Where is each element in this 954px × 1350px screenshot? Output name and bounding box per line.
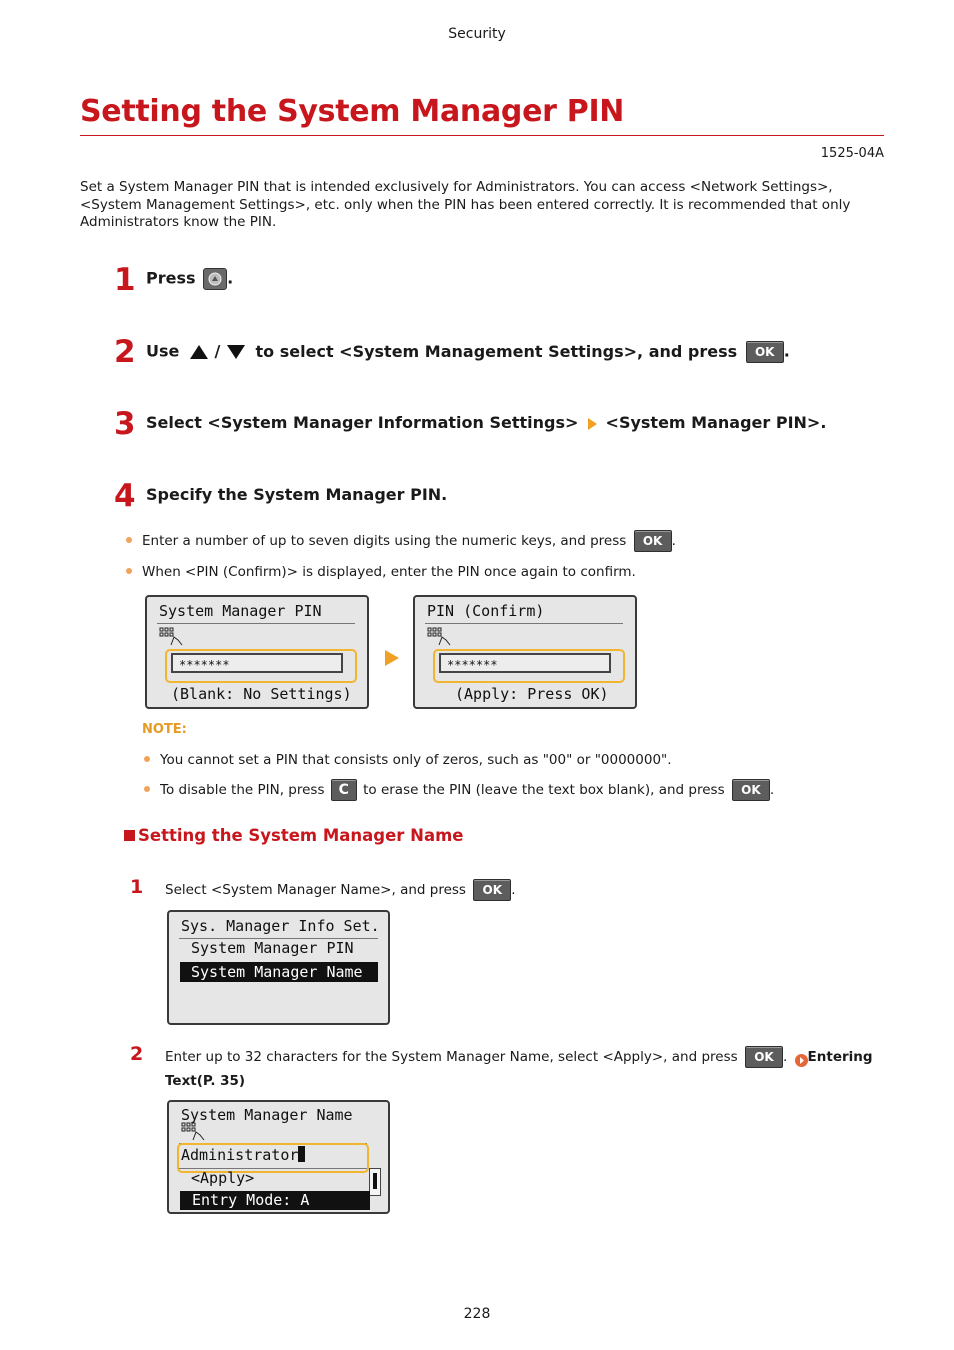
next-screen-arrow-icon — [384, 649, 400, 667]
numeric-keypad-icon — [159, 627, 187, 647]
step-number: 1 — [114, 262, 136, 298]
step-text-end: . — [783, 341, 790, 361]
page-number: 228 — [463, 1306, 491, 1322]
apply-option: <Apply> — [191, 1169, 255, 1187]
substep-number: 2 — [130, 1043, 144, 1065]
lcd-title: Sys. Manager Info Set. — [181, 917, 380, 935]
note-text: to erase the PIN (leave the text box blank), and press — [363, 782, 725, 798]
menu-item-selected: System Manager Name — [180, 962, 378, 982]
step-text: <System Manager PIN>. — [605, 413, 827, 432]
lcd-title: System Manager PIN — [159, 602, 322, 620]
step-text: Select <System Manager Information Settings> — [146, 413, 579, 432]
bullet-text: Enter a number of up to seven digits using the numeric keys, and press — [142, 533, 627, 549]
bullet-dot — [144, 756, 150, 762]
step-text: to select <System Management Settings>, and press — [255, 341, 738, 361]
bullet-dot — [126, 537, 132, 543]
up-arrow-icon — [189, 344, 209, 360]
subsection-title: Setting the System Manager Name — [138, 826, 464, 845]
step-text-end: . — [227, 268, 234, 288]
pin-field: ******* — [171, 653, 343, 673]
arrow-separator: / — [214, 341, 221, 361]
lcd-divider — [157, 623, 355, 624]
substep-number: 1 — [130, 876, 144, 898]
ok-key-icon: OK — [732, 779, 770, 801]
note-item — [144, 750, 672, 770]
bullet-dot — [144, 786, 150, 792]
title-divider — [80, 135, 884, 136]
page-title: Setting the System Manager PIN — [80, 94, 625, 129]
intro-paragraph: Set a System Manager PIN that is intended exclusively for Administrators. You can access <Network Settings>, <System Management Settings>, etc. only when the PIN has been entered correctly. It is recommended that only Administrators know the PIN. — [80, 179, 851, 230]
ok-key-icon: OK — [634, 530, 672, 552]
bullet-text: When <PIN (Confirm)> is displayed, enter the PIN once again to confirm. — [142, 564, 636, 580]
step-text: Use — [146, 341, 180, 361]
link-arrow-icon — [795, 1054, 808, 1067]
home-button-icon — [203, 268, 227, 290]
note-text-end: . — [769, 782, 775, 798]
lcd-title: PIN (Confirm) — [427, 602, 545, 620]
ok-key-icon: OK — [473, 879, 511, 901]
substep-text-end: . — [782, 1049, 788, 1065]
note-item — [144, 779, 774, 801]
menu-item: System Manager PIN — [191, 939, 354, 957]
step-3 — [146, 413, 826, 433]
step-2 — [146, 341, 790, 363]
menu-path-arrow-icon — [586, 417, 598, 431]
name-value: Administrator — [181, 1146, 299, 1164]
step-1 — [146, 268, 233, 290]
reference-link[interactable]: Entering — [807, 1049, 873, 1065]
substep-text: Select <System Manager Name>, and press — [165, 882, 466, 898]
document-id: 1525-04A — [820, 146, 884, 161]
bullet-item — [126, 562, 636, 582]
clear-key-icon: C — [331, 779, 357, 801]
lcd-screen-info-settings — [167, 910, 390, 1025]
step-number: 4 — [114, 478, 136, 514]
lcd-screen-name-entry — [167, 1100, 390, 1214]
ok-key-icon: OK — [746, 341, 784, 363]
lcd-screen-pin — [145, 595, 369, 709]
substep-2 — [165, 1046, 873, 1068]
subsection-heading — [124, 826, 464, 845]
down-arrow-icon — [226, 344, 246, 360]
lcd-title: System Manager Name — [181, 1106, 353, 1124]
entry-mode-bar: Entry Mode: A — [180, 1191, 370, 1210]
substep-1 — [165, 879, 516, 901]
step-4: Specify the System Manager PIN. — [146, 485, 448, 504]
scrollbar — [369, 1168, 381, 1196]
pin-confirm-field: ******* — [439, 653, 611, 673]
lcd-footer: (Apply: Press OK) — [455, 685, 609, 703]
name-field — [181, 1146, 305, 1164]
ok-key-icon: OK — [745, 1046, 783, 1068]
numeric-keypad-icon — [181, 1122, 209, 1142]
heading-square-icon — [124, 830, 135, 841]
text-cursor — [298, 1146, 305, 1162]
reference-link-continued[interactable]: Text(P. 35) — [165, 1073, 246, 1089]
bullet-dot — [126, 568, 132, 574]
step-text: Press — [146, 268, 196, 288]
substep-text: Enter up to 32 characters for the System Manager Name, select <Apply>, and press — [165, 1049, 738, 1065]
step-number: 3 — [114, 406, 136, 442]
note-text: You cannot set a PIN that consists only of zeros, such as "00" or "0000000". — [160, 752, 672, 768]
numeric-keypad-icon — [427, 627, 455, 647]
step-number: 2 — [114, 334, 136, 370]
bullet-text-end: . — [671, 533, 676, 549]
substep-text-end: . — [511, 882, 516, 898]
note-text: To disable the PIN, press — [160, 782, 325, 798]
lcd-footer: (Blank: No Settings) — [171, 685, 352, 703]
scrollbar-thumb — [373, 1173, 377, 1189]
lcd-screen-pin-confirm — [413, 595, 637, 709]
note-label: NOTE: — [142, 722, 187, 737]
bullet-item — [126, 530, 676, 552]
page-header: Security — [448, 26, 506, 42]
lcd-divider — [425, 623, 623, 624]
